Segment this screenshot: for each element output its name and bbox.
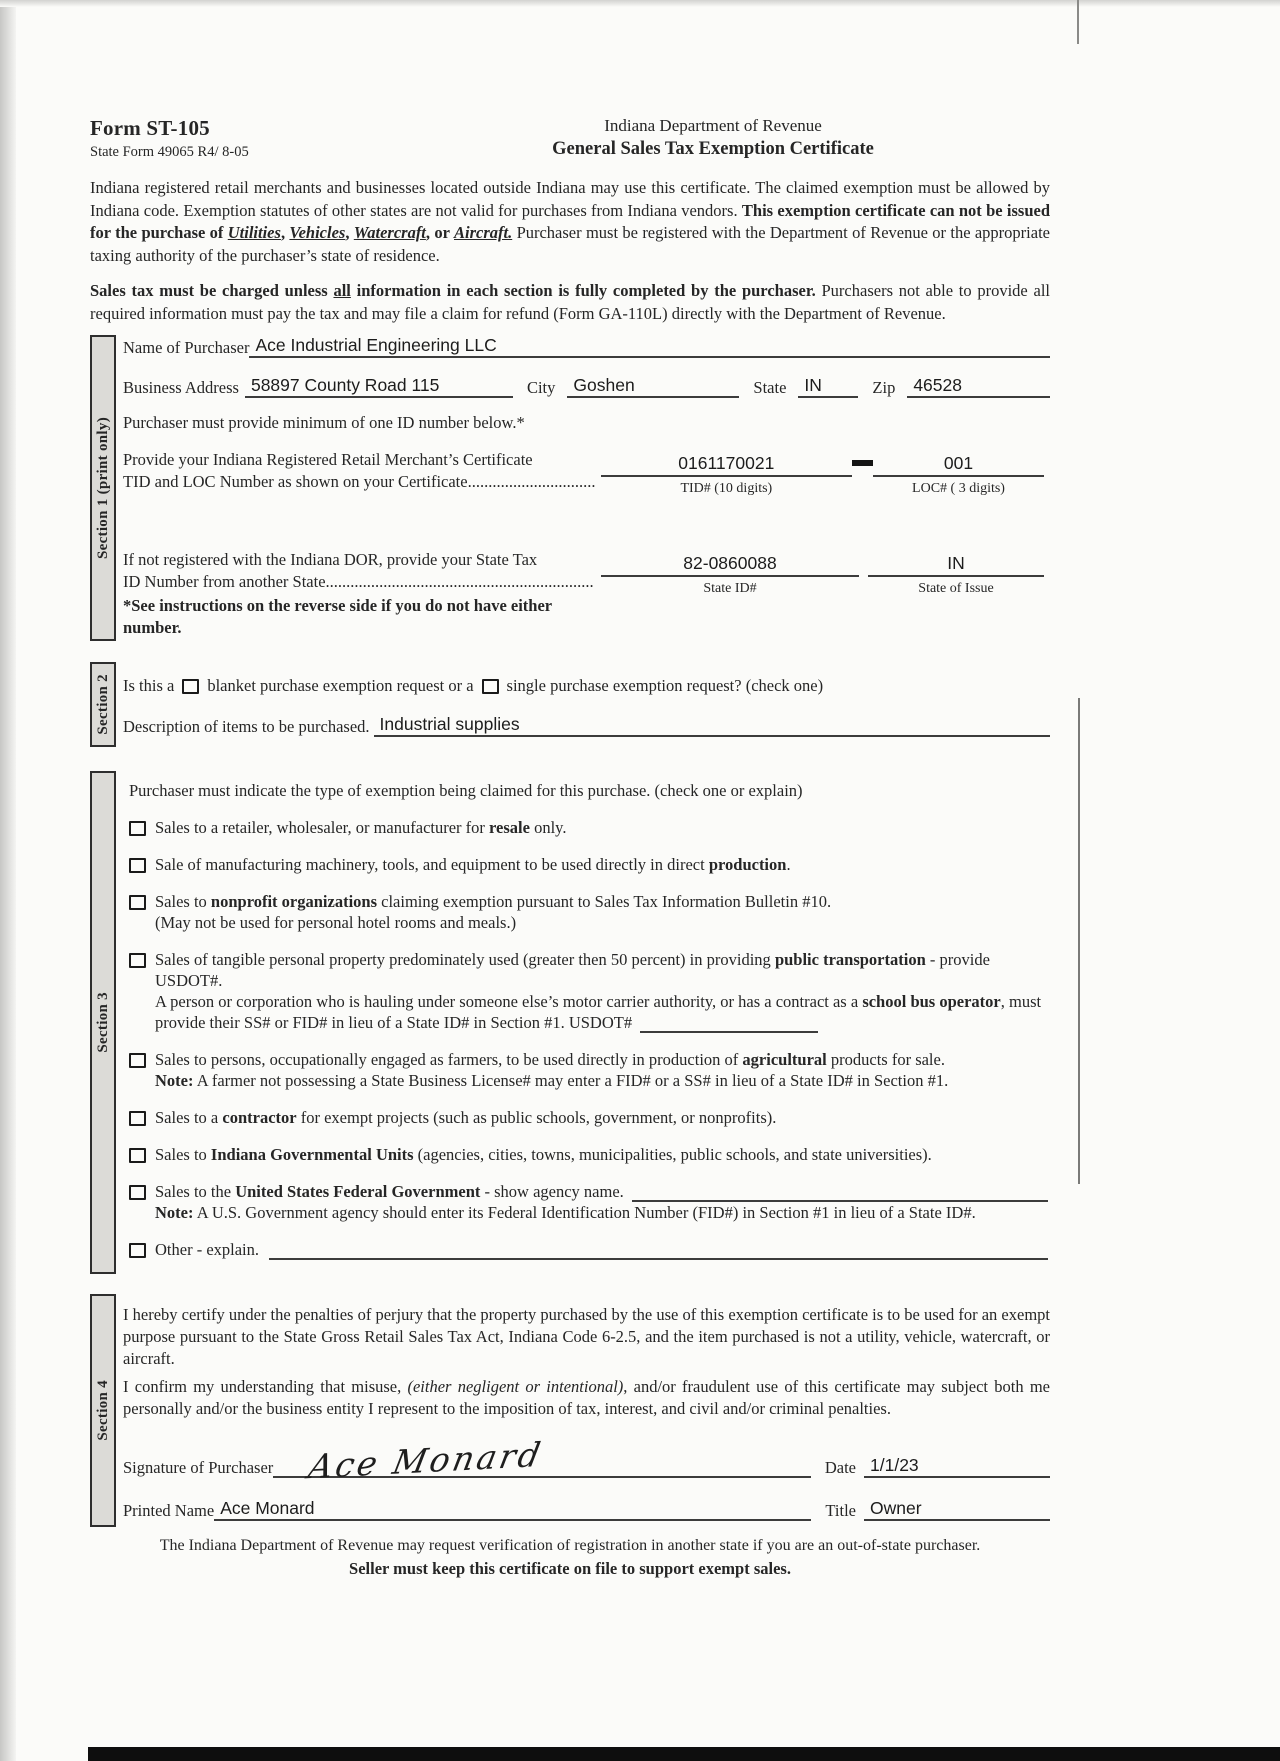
- agricultural-line1: Sales to persons, occupationally engaged as farmers, to be used directly in production of agricultural products for sale.: [155, 1050, 945, 1069]
- section-4-label-box: [90, 1294, 116, 1527]
- state-value: IN: [804, 375, 822, 395]
- contractor-checkbox: [129, 1111, 146, 1126]
- nonprofit-text: [155, 891, 1050, 933]
- question-part-2: blanket purchase exemption request or a: [207, 676, 474, 695]
- agency-name-field: [632, 1185, 1048, 1202]
- form-number: Form ST-105: [90, 116, 210, 140]
- exemption-item-public-transportation: [129, 949, 1050, 1033]
- name-of-purchaser-row: [123, 335, 1050, 358]
- state-id-stack: [601, 553, 859, 597]
- federal-government-text: [155, 1181, 1050, 1223]
- scan-artifact-line-top: [1077, 0, 1079, 44]
- form-title-block: [410, 116, 1050, 161]
- tid-caption: TID# (10 digits): [680, 481, 773, 496]
- scan-artifact-line-right: [1078, 698, 1080, 1184]
- section-4: [90, 1294, 1050, 1527]
- section-3-label-box: [90, 771, 116, 1274]
- public-transportation-line1: Sales of tangible personal property predominately used (greater then 50 percent) in providing public transportation - provide USDOT#.: [155, 950, 990, 990]
- section-1-label: Section 1 (print only): [94, 416, 111, 560]
- section-2: [90, 662, 1050, 747]
- business-address-value: 58897 County Road 115: [250, 375, 440, 395]
- scan-edge-left: [0, 0, 16, 1761]
- exemption-item-other: [129, 1239, 1050, 1260]
- agricultural-text: [155, 1049, 1050, 1091]
- tid-loc-separator-dash: [852, 460, 873, 466]
- exemption-item-agricultural: [129, 1049, 1050, 1091]
- printed-name-label: Printed Name: [123, 1501, 215, 1520]
- production-text: Sale of manufacturing machinery, tools, and equipment to be used directly in direct production.: [155, 855, 791, 874]
- section-2-label: Section 2: [94, 674, 111, 735]
- tid-instruction-line2: TID and LOC Number as shown on your Certificate...............................: [123, 472, 596, 491]
- purchaser-signature: Ace Monard: [305, 1434, 547, 1487]
- nonprofit-line2: (May not be used for personal hotel rooms and meals.): [155, 913, 517, 932]
- see-instructions-note: *See instructions on the reverse side if you do not have either number.: [123, 596, 552, 637]
- city-field: [567, 375, 739, 398]
- state-field: [798, 375, 858, 398]
- loc-value: 001: [943, 453, 974, 473]
- other-text: [155, 1239, 1050, 1260]
- business-address-row: [123, 375, 1050, 398]
- exemption-item-resale: [129, 817, 1050, 838]
- section-3-content: [123, 771, 1050, 1274]
- governmental-units-checkbox: [129, 1148, 146, 1163]
- signature-row: [123, 1434, 1050, 1487]
- section-2-label-box: [90, 662, 116, 747]
- federal-government-note: Note: A U.S. Government agency should enter its Federal Identification Number (FID#) in Section #1 in lieu of a State ID#.: [155, 1203, 976, 1222]
- state-tax-line2: ID Number from another State.................................................................: [123, 572, 594, 591]
- exemption-type-instruction: Purchaser must indicate the type of exemption being claimed for this purchase. (check one or explain): [129, 781, 803, 800]
- title-label: Title: [825, 1501, 856, 1520]
- other-checkbox: [129, 1243, 146, 1258]
- verification-footer: The Indiana Department of Revenue may request verification of registration in another state if you are an out-of-state purchaser.: [159, 1537, 981, 1554]
- state-tax-id-block: [123, 549, 1050, 641]
- public-transportation-text: [155, 949, 1050, 1033]
- state-id-field: [601, 553, 859, 577]
- resale-text: Sales to a retailer, wholesaler, or manufacturer for resale only.: [155, 818, 567, 837]
- state-tax-instruction: [123, 549, 601, 639]
- state-label: State: [753, 378, 787, 397]
- other-label: Other - explain.: [155, 1240, 260, 1259]
- blanket-or-single-question: [123, 676, 1050, 696]
- description-field: [374, 714, 1050, 737]
- exemption-item-federal-government: [129, 1181, 1050, 1223]
- usdot-field: [640, 1016, 818, 1033]
- resale-checkbox: [129, 821, 146, 836]
- name-of-purchaser-value: Ace Industrial Engineering LLC: [255, 335, 497, 355]
- production-checkbox: [129, 858, 146, 873]
- printed-name-row: [123, 1498, 1050, 1521]
- tid-stack: [601, 453, 852, 497]
- state-tax-line1: If not registered with the Indiana DOR, provide your State Tax: [123, 550, 538, 569]
- name-of-purchaser-label: Name of Purchaser: [123, 338, 250, 357]
- title-value: Owner: [870, 1498, 922, 1518]
- federal-government-checkbox: [129, 1185, 146, 1200]
- date-field: [864, 1455, 1050, 1478]
- city-label: City: [526, 378, 556, 397]
- printed-name-value: Ace Monard: [220, 1498, 315, 1518]
- minimum-id-note: Purchaser must provide minimum of one ID number below.*: [123, 413, 525, 432]
- governmental-units-text: Sales to Indiana Governmental Units (agencies, cities, towns, municipalities, public schools, and state universities).: [155, 1145, 932, 1164]
- state-of-issue-caption: State of Issue: [918, 581, 994, 596]
- loc-field: [873, 453, 1044, 477]
- intro-paragraph-1: Indiana registered retail merchants and businesses located outside Indiana may use this certificate. The claimed exemption must be allowed by Indiana code. Exemption statutes of other states are not valid for purchases from Indiana vendors. This exemption certificate can not be issued for the purchase of Utilities, Vehicles, Watercraft, or Aircraft. Purchaser must be registered with the Department of Revenue or the appropriate taxing authority of the purchaser’s state of residence.: [90, 178, 1050, 265]
- public-transportation-line2: A person or corporation who is hauling under someone else’s motor carrier authority, or has a contract as a school bus operator, must: [155, 992, 1042, 1011]
- tid-value: 0161170021: [678, 453, 775, 473]
- agricultural-note: Note: A farmer not possessing a State Business License# may enter a FID# or a SS# in lieu of a State ID# in Section #1.: [155, 1071, 949, 1090]
- nonprofit-checkbox: [129, 895, 146, 910]
- state-of-issue-value: IN: [947, 553, 965, 573]
- business-address-field: [245, 375, 513, 398]
- scan-edge-bottom: [88, 1747, 1280, 1761]
- form-id-block: [90, 116, 410, 161]
- business-address-label: Business Address: [123, 378, 239, 397]
- state-form-number: State Form 49065 R4/ 8-05: [90, 144, 249, 160]
- tid-field: [601, 453, 852, 477]
- seller-keep-footer: Seller must keep this certificate on file to support exempt sales.: [349, 1559, 791, 1578]
- signature-field: [273, 1434, 811, 1487]
- exemption-item-contractor: [129, 1107, 1050, 1128]
- state-id-fields: [601, 553, 1044, 597]
- section-1: [90, 335, 1050, 641]
- public-transportation-line3: [155, 1012, 1050, 1033]
- agency-name: Indiana Department of Revenue: [604, 116, 822, 135]
- tid-loc-fields: [601, 453, 1044, 497]
- date-value: 1/1/23: [870, 1455, 919, 1475]
- city-value: Goshen: [573, 375, 635, 395]
- usdot-label: provide their SS# or FID# in lieu of a State ID# in Section #1. USDOT#: [155, 1013, 633, 1032]
- question-part-3: single purchase exemption request? (check one): [506, 676, 824, 695]
- form-content: [90, 0, 1050, 1579]
- certification-paragraph-1: I hereby certify under the penalties of perjury that the property purchased by the use of this exemption certificate is to be used for an exempt purpose pursuant to the State Gross Retail Sales Tax Act, Indiana Code 6-2.5, and the item purchased is not a utility, vehicle, watercraft, or aircraft.: [123, 1305, 1050, 1368]
- description-row: [123, 714, 1050, 737]
- name-of-purchaser-field: [249, 335, 1050, 358]
- state-id-caption: State ID#: [703, 581, 757, 596]
- exemption-item-governmental-units: [129, 1144, 1050, 1165]
- exemption-item-nonprofit: [129, 891, 1050, 933]
- section-1-label-box: [90, 335, 116, 641]
- zip-value: 46528: [913, 375, 962, 395]
- contractor-text: Sales to a contractor for exempt projects (such as public schools, government, or nonprofits).: [155, 1108, 777, 1127]
- tid-loc-block: [123, 449, 1050, 545]
- tid-instruction: [123, 449, 601, 493]
- agricultural-checkbox: [129, 1053, 146, 1068]
- section-3-label: Section 3: [94, 992, 111, 1053]
- signature-label: Signature of Purchaser: [123, 1458, 274, 1477]
- section-1-content: [123, 335, 1050, 641]
- tid-instruction-line1: Provide your Indiana Registered Retail Merchant’s Certificate: [123, 450, 533, 469]
- intro-paragraph-2: Sales tax must be charged unless all information in each section is fully completed by the purchaser. Purchasers not able to provide all required information must pay the tax and may file a claim for refund (Form GA-110L) directly with the Department of Revenue.: [90, 281, 1050, 323]
- certification-paragraph-2: I confirm my understanding that misuse, (either negligent or intentional), and/or fraudulent use of this certificate may subject both me personally and/or the business entity I represent to the imposition of tax, interest, and civil and/or criminal penalties.: [123, 1377, 1050, 1418]
- page-title: General Sales Tax Exemption Certificate: [552, 139, 874, 159]
- state-issue-stack: [868, 553, 1044, 597]
- loc-caption: LOC# ( 3 digits): [912, 481, 1005, 496]
- state-of-issue-field: [868, 553, 1044, 577]
- federal-government-label: Sales to the United States Federal Government - show agency name.: [155, 1182, 624, 1201]
- loc-stack: [873, 453, 1044, 497]
- single-checkbox: [482, 679, 499, 694]
- form-header: [90, 0, 1050, 161]
- zip-label: Zip: [872, 378, 896, 397]
- printed-name-field: [214, 1498, 811, 1521]
- description-value: Industrial supplies: [379, 714, 520, 734]
- federal-government-line1: [155, 1181, 1050, 1202]
- section-3: [90, 771, 1050, 1274]
- other-explain-field: [269, 1243, 1048, 1260]
- section-2-content: [123, 662, 1050, 747]
- nonprofit-line1: Sales to nonprofit organizations claiming exemption pursuant to Sales Tax Information Bulletin #10.: [155, 892, 832, 911]
- title-field: [864, 1498, 1050, 1521]
- section-4-label: Section 4: [94, 1380, 111, 1441]
- public-transportation-checkbox: [129, 953, 146, 968]
- section-4-content: [123, 1294, 1050, 1527]
- zip-field: [907, 375, 1050, 398]
- exemption-item-production: [129, 854, 1050, 875]
- description-label: Description of items to be purchased.: [123, 717, 370, 736]
- question-part-1: Is this a: [123, 676, 175, 695]
- blanket-checkbox: [182, 679, 199, 694]
- date-label: Date: [824, 1458, 856, 1477]
- state-id-value: 82-0860088: [683, 553, 777, 573]
